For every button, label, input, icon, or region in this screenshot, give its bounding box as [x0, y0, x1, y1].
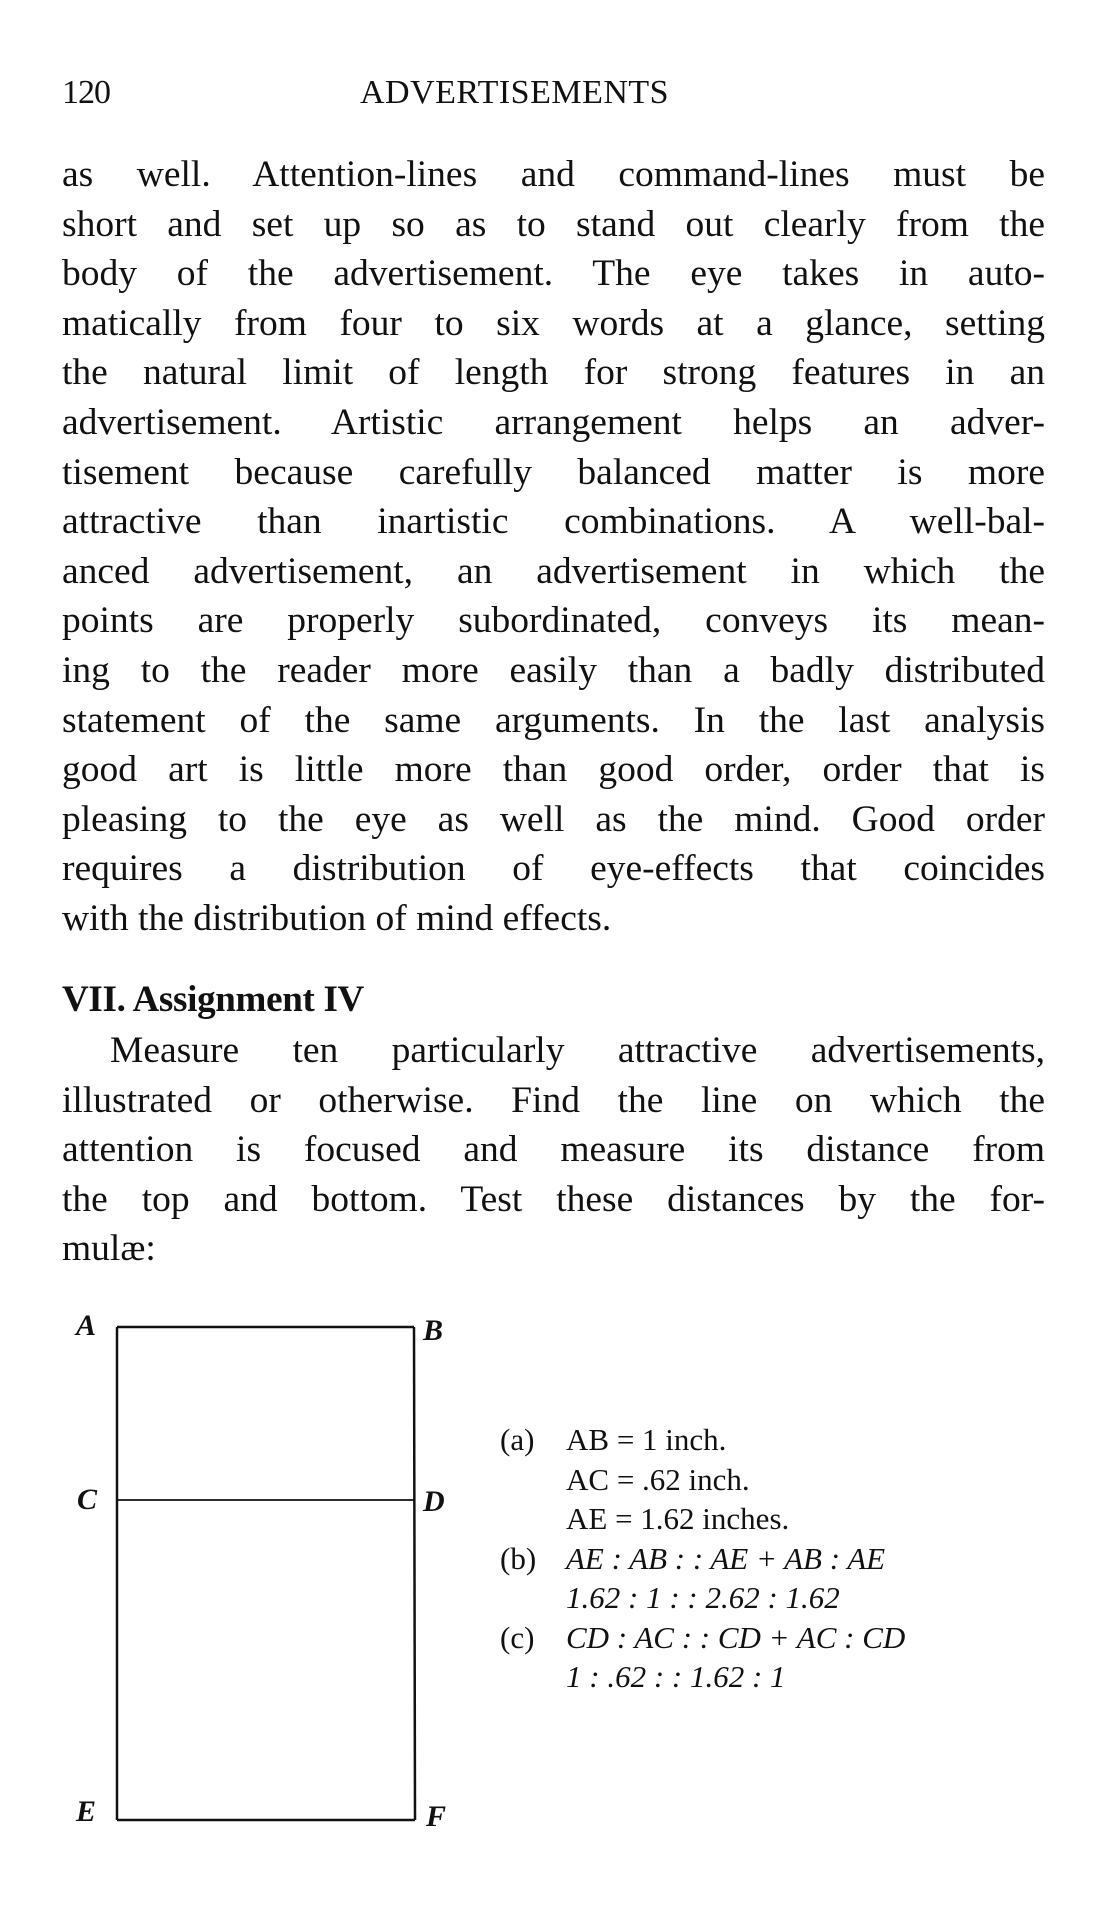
point-label-f: F	[426, 1800, 447, 1833]
text-line: anced advertisement, an advertisement in which the	[62, 550, 1045, 592]
point-label-d: D	[423, 1485, 445, 1518]
rectangle-figure	[80, 1305, 460, 1845]
text-line: body of the advertisement. The eye takes in auto-	[62, 253, 1045, 295]
text-line: Measure ten particularly attractive advertisements,	[110, 1030, 1045, 1071]
text-line: ing to the reader more easily than a badly distributed	[62, 649, 1045, 691]
running-title: ADVERTISEMENTS	[360, 74, 670, 111]
text-line: pleasing to the eye as well as the mind. Good order	[62, 798, 1045, 840]
point-label-e: E	[76, 1795, 97, 1828]
formula-expression: AC = .62 inch.	[566, 1461, 750, 1497]
formula-expression: AB = 1 inch.	[566, 1422, 727, 1457]
point-label-a: A	[76, 1309, 97, 1342]
rectangle-diagram	[76, 1305, 460, 1845]
text-line: good art is little more than good order, order that is	[62, 749, 1045, 791]
text-line: as well. Attention-lines and command-lines must be	[62, 154, 1045, 195]
text-line: tisement because carefully balanced matter is more	[62, 451, 1045, 493]
text-line: short and set up so as to stand out clearly from the	[62, 203, 1045, 245]
assignment-paragraph	[62, 1026, 1045, 1274]
formula-expression: CD : AC : : CD + AC : CD	[566, 1619, 906, 1655]
text-line: attractive than inartistic combinations. A well-bal-	[62, 501, 1045, 543]
formula-expression: 1.62 : 1 : : 2.62 : 1.62	[566, 1580, 840, 1615]
formula-expression: AE : AB : : AE + AB : AE	[566, 1540, 886, 1576]
text-line: illustrated or otherwise. Find the line on which the	[62, 1079, 1045, 1121]
running-head	[62, 74, 1042, 118]
point-label-b: B	[423, 1314, 444, 1347]
text-line: the top and bottom. Test these distances by the for-	[62, 1178, 1045, 1220]
text-line: with the distribution of mind effects.	[62, 897, 612, 939]
body-paragraph	[62, 150, 1045, 944]
page-number: 120	[62, 74, 110, 111]
formula-label: (a)	[500, 1422, 535, 1457]
formula-expression: 1 : .62 : : 1.62 : 1	[566, 1659, 786, 1694]
text-line: points are properly subordinated, conveys its mean-	[62, 600, 1045, 642]
text-line: the natural limit of length for strong features in an	[62, 352, 1045, 394]
text-line: statement of the same arguments. In the last analysis	[62, 699, 1045, 741]
formula-expression: AE = 1.62 inches.	[566, 1501, 790, 1536]
text-line: attention is focused and measure its distance from	[62, 1129, 1045, 1171]
formula-label: (c)	[500, 1619, 535, 1655]
formula-label: (b)	[500, 1540, 537, 1576]
text-line: requires a distribution of eye-effects that coincides	[62, 848, 1045, 890]
section-heading: VII. Assignment IV	[62, 979, 364, 1020]
text-line: advertisement. Artistic arrangement helps an adver-	[62, 401, 1045, 443]
text-line: mulæ:	[62, 1228, 156, 1270]
point-label-c: C	[77, 1483, 98, 1516]
text-line: matically from four to six words at a glance, setting	[62, 302, 1045, 344]
